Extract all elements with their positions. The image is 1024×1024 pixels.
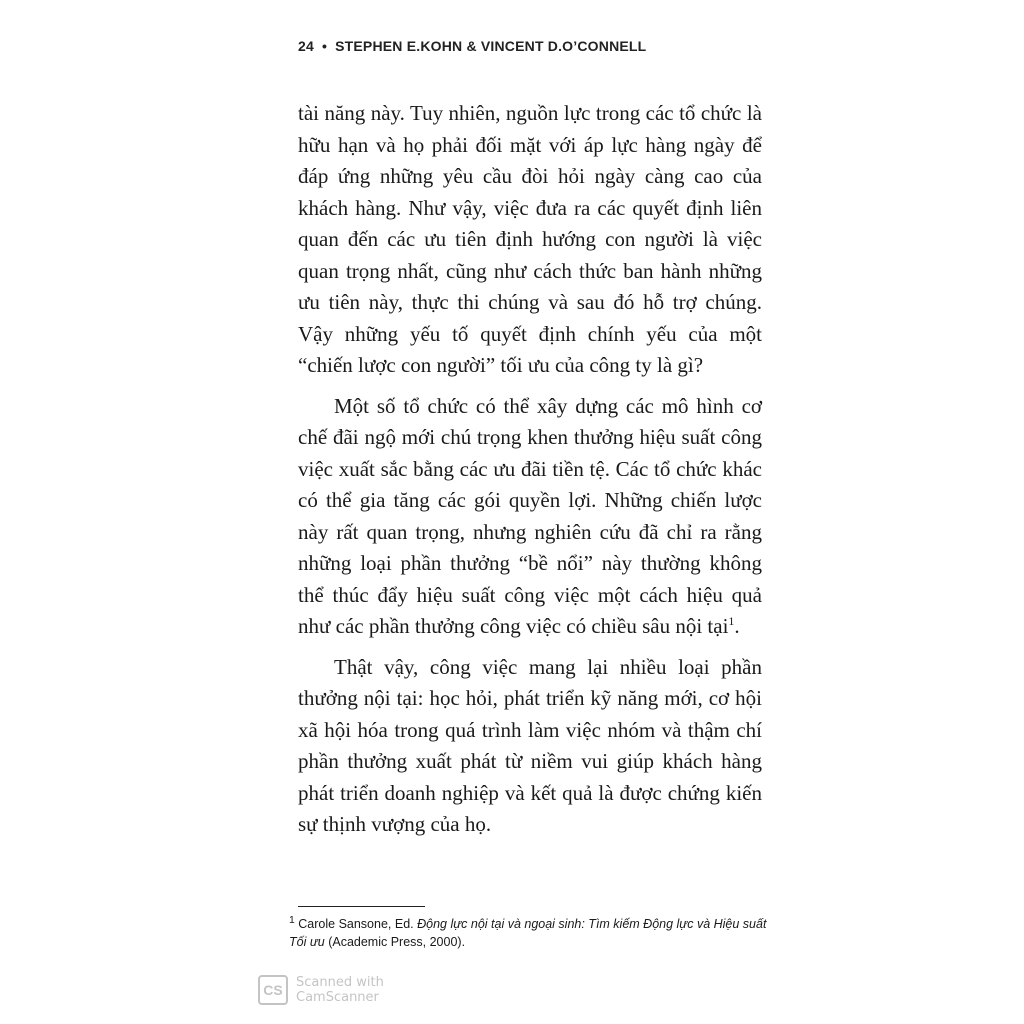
footnote-author: Carole Sansone, Ed.	[294, 917, 418, 932]
footnote	[289, 912, 769, 951]
camscanner-logo-icon: CS	[258, 975, 288, 1005]
body-text	[298, 98, 762, 841]
page-number: 24	[298, 38, 314, 54]
paragraph-1: tài năng này. Tuy nhiên, nguồn lực trong các tổ chức là hữu hạn và họ phải đối mặt với áp lực hàng ngày để đáp ứng những yêu cầu đòi hỏi ngày càng cao của khách hàng. Như vậy, việc đưa ra các quyết định liên quan đến các ưu tiên định hướng con người là việc quan trọng nhất, cũng như cách thức ban hành những ưu tiên này, thực thi chúng và sau đó hỗ trợ chúng. Vậy những yếu tố quyết định chính yếu của một “chiến lược con người” tối ưu của công ty là gì?	[298, 101, 762, 377]
watermark-line-1: Scanned with	[296, 975, 384, 990]
paragraph-3: Thật vậy, công việc mang lại nhiều loại phần thưởng nội tại: học hỏi, phát triển kỹ năng mới, cơ hội xã hội hóa trong quá trình làm việc nhóm và thậm chí phần thưởng xuất phát từ niềm vui giúp khách hàng phát triển doanh nghiệp và kết quả là được chứng kiến sự thịnh vượng của họ.	[298, 654, 762, 836]
paragraph-2	[298, 391, 762, 643]
footnote-number: 1	[289, 915, 295, 926]
footnote-divider	[298, 906, 425, 907]
watermark-text	[296, 975, 384, 1005]
watermark-line-2: CamScanner	[296, 990, 379, 1005]
running-head	[298, 38, 646, 54]
header-authors: STEPHEN E.KOHN & VINCENT D.O’CONNELL	[335, 38, 647, 54]
footnote-title: Động lực nội tại và ngoại sinh: Tìm kiếm Động lực và Hiệu suất Tối ưu	[289, 917, 767, 950]
paragraph-2-text: Một số tổ chức có thể xây dựng các mô hình cơ chế đãi ngộ mới chú trọng khen thưởng hiệu suất công việc xuất sắc bằng các ưu đãi tiền tệ. Các tổ chức khác có thể gia tăng các gói quyền lợi. Những chiến lược này rất quan trọng, nhưng nghiên cứu đã chỉ ra rằng những loại phần thưởng “bề nổi” này thường không thể thúc đẩy hiệu suất công việc một cách hiệu quả như các phần thưởng công việc có chiều sâu nội tại	[298, 393, 762, 638]
footnote-reference[interactable]: 1	[728, 614, 735, 628]
camscanner-watermark	[258, 975, 384, 1005]
footnote-publisher: (Academic Press, 2000).	[324, 935, 466, 950]
paragraph-2-end: .	[734, 614, 740, 638]
header-bullet: •	[321, 38, 328, 54]
